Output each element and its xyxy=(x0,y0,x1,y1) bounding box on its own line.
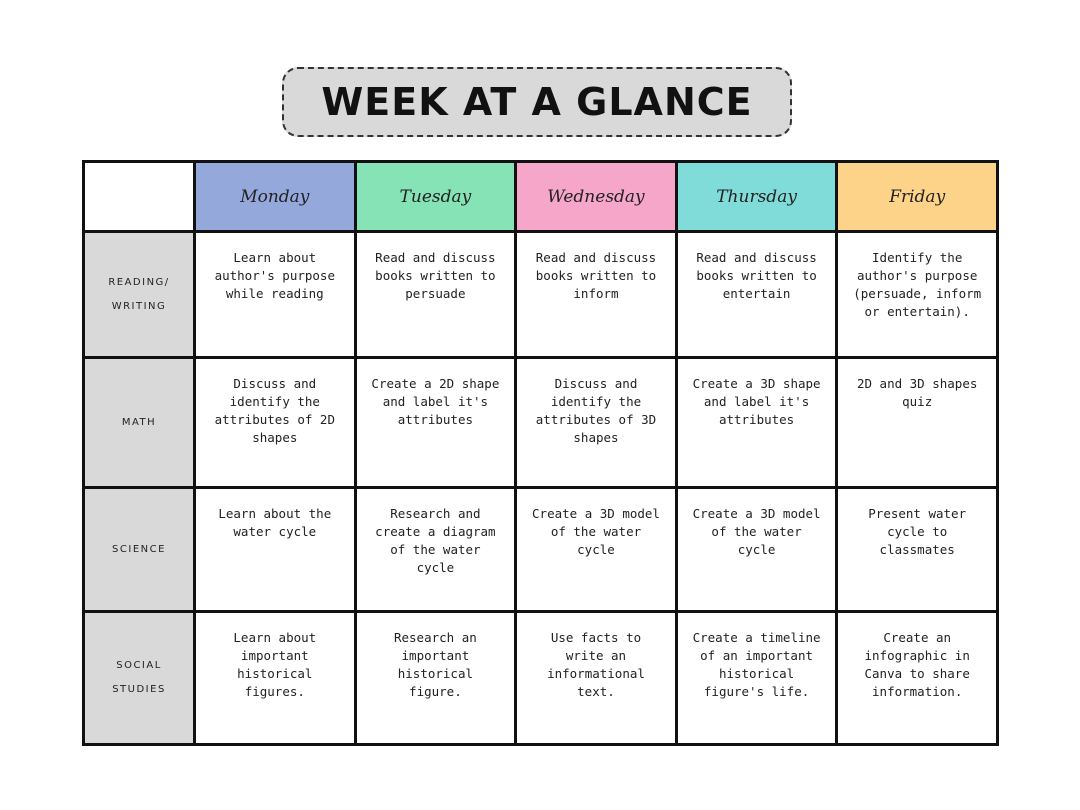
subject-row-science xyxy=(84,488,998,612)
day-header-monday: Monday xyxy=(195,162,356,232)
subject-row-math xyxy=(84,358,998,488)
schedule-cell xyxy=(837,488,998,612)
schedule-cell xyxy=(676,232,837,358)
cell-text: Present water cycle to classmates xyxy=(868,506,967,557)
cell-text: Create a 3D shape and label it's attributes xyxy=(692,376,821,427)
cell-text: Create an infographic in Canva to share information. xyxy=(864,630,970,699)
cell-text: Discuss and identify the attributes of 3D shapes xyxy=(535,376,657,445)
subject-label-line: SCIENCE xyxy=(112,543,166,555)
day-header-friday: Friday xyxy=(837,162,998,232)
schedule-cell xyxy=(676,612,837,745)
cell-text: Learn about important historical figures. xyxy=(233,630,317,699)
cell-text: 2D and 3D shapes quiz xyxy=(856,376,978,409)
cell-text: Learn about author's purpose while reading xyxy=(214,250,335,301)
schedule-cell xyxy=(837,612,998,745)
subject-label-line: STUDIES xyxy=(112,684,166,695)
schedule-cell xyxy=(837,358,998,488)
cell-text: Discuss and identify the attributes of 2D shapes xyxy=(214,376,335,445)
subject-row-reading-writing xyxy=(84,232,998,358)
day-header-wednesday: Wednesday xyxy=(516,162,677,232)
title-banner xyxy=(282,67,792,137)
schedule-cell xyxy=(195,232,356,358)
schedule-cell xyxy=(195,358,356,488)
cell-text: Use facts to write an informational text. xyxy=(547,630,645,699)
cell-text: Research an important historical figure. xyxy=(393,630,477,699)
cell-text: Read and discuss books written to inform xyxy=(535,250,657,301)
schedule-cell xyxy=(516,488,677,612)
schedule-cell xyxy=(516,232,677,358)
subject-label-line: MATH xyxy=(121,416,157,428)
cell-text: Create a 3D model of the water cycle xyxy=(532,506,660,557)
cell-text: Read and discuss books written to entertain xyxy=(696,250,817,301)
cell-text: Read and discuss books written to persuade xyxy=(375,250,496,301)
schedule-cell xyxy=(195,612,356,745)
subject-label-line: READING/ xyxy=(108,276,170,288)
subject-label-line: SOCIAL xyxy=(116,660,162,671)
schedule-cell xyxy=(676,358,837,488)
subject-label-line: WRITING xyxy=(111,300,167,312)
cell-text: Create a 2D shape and label it's attributes xyxy=(371,376,500,427)
day-header-tuesday: Tuesday xyxy=(355,162,516,232)
header-row xyxy=(84,162,998,232)
day-header-thursday: Thursday xyxy=(676,162,837,232)
weekly-schedule-table xyxy=(82,160,999,746)
schedule-cell xyxy=(676,488,837,612)
subject-label-reading-writing xyxy=(84,232,195,358)
subject-label-science xyxy=(84,488,195,612)
cell-text: Research and create a diagram of the water cycle xyxy=(375,506,496,575)
cell-text: Create a timeline of an important historical figure's life. xyxy=(692,630,821,699)
schedule-cell xyxy=(355,232,516,358)
page-title: WEEK AT A GLANCE xyxy=(321,80,753,124)
cell-text: Identify the author's purpose (persuade, inform or entertain). xyxy=(853,250,982,319)
schedule-cell xyxy=(837,232,998,358)
schedule-cell xyxy=(355,488,516,612)
subject-label-social-studies xyxy=(84,612,195,745)
cell-text: Create a 3D model of the water cycle xyxy=(692,506,821,557)
schedule-cell xyxy=(355,358,516,488)
subject-label-math xyxy=(84,358,195,488)
schedule-cell xyxy=(516,612,677,745)
schedule-cell xyxy=(516,358,677,488)
schedule-cell xyxy=(195,488,356,612)
subject-row-social-studies xyxy=(84,612,998,745)
corner-cell xyxy=(84,162,195,232)
schedule-cell xyxy=(355,612,516,745)
cell-text: Learn about the water cycle xyxy=(218,506,332,539)
